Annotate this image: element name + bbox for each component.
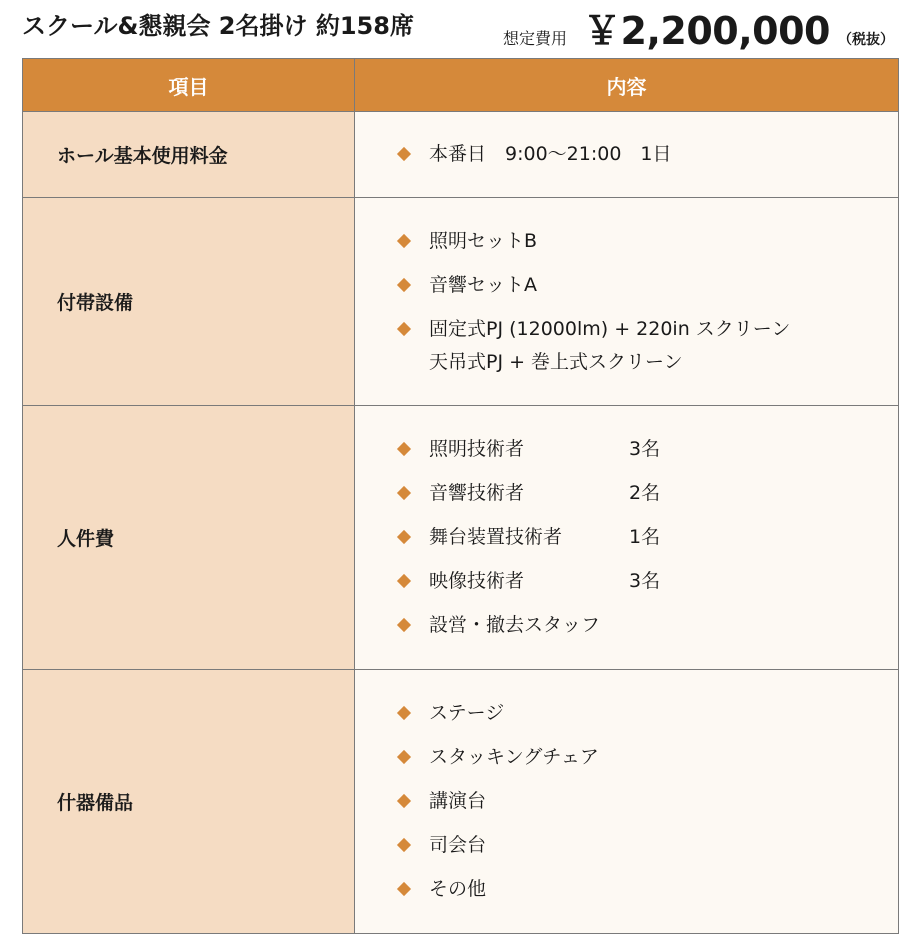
row-item-label: 人件費 <box>23 406 355 670</box>
diamond-bullet-icon <box>397 442 411 456</box>
list-item: スタッキングチェア <box>397 741 897 774</box>
table-row <box>23 406 899 670</box>
list-item: 音響セットA <box>397 269 897 302</box>
diamond-bullet-icon <box>397 147 411 161</box>
list-item: 設営・撤去スタッフ <box>397 609 897 642</box>
plan-details-table <box>22 58 899 934</box>
diamond-bullet-icon <box>397 574 411 588</box>
tax-note: （税抜） <box>838 32 894 48</box>
diamond-bullet-icon <box>397 486 411 500</box>
table-row <box>23 112 899 198</box>
diamond-bullet-icon <box>397 277 411 291</box>
plan-title: スクール&懇親会 2名掛け 約158席 <box>22 12 414 40</box>
cost-label: 想定費用 <box>503 29 568 48</box>
row-content <box>355 198 899 406</box>
row-content <box>355 112 899 198</box>
list-item: 舞台装置技術者 1名 <box>397 521 897 554</box>
row-content <box>355 406 899 670</box>
list-item: 司会台 <box>397 829 897 862</box>
row-item-label: ホール基本使用料金 <box>23 112 355 198</box>
table-header-row <box>23 59 899 112</box>
row-item-label: 付帯設備 <box>23 198 355 406</box>
list-item: 本番日 9:00〜21:00 1日 <box>397 138 897 171</box>
list-item: 固定式PJ (12000lm) + 220in スクリーン 天吊式PJ + 巻上式スクリーン <box>397 313 897 379</box>
diamond-bullet-icon <box>397 706 411 720</box>
table-row <box>23 670 899 934</box>
diamond-bullet-icon <box>397 530 411 544</box>
column-header-item: 項目 <box>23 59 355 112</box>
diamond-bullet-icon <box>397 321 411 335</box>
page-header <box>0 0 920 56</box>
list-item: 照明技術者 3名 <box>397 433 897 466</box>
list-item: 音響技術者 2名 <box>397 477 897 510</box>
table-row <box>23 198 899 406</box>
row-content <box>355 670 899 934</box>
row-item-label: 什器備品 <box>23 670 355 934</box>
diamond-bullet-icon <box>397 750 411 764</box>
diamond-bullet-icon <box>397 618 411 632</box>
list-item: その他 <box>397 873 897 906</box>
diamond-bullet-icon <box>397 233 411 247</box>
diamond-bullet-icon <box>397 838 411 852</box>
column-header-content: 内容 <box>355 59 899 112</box>
estimated-cost <box>503 0 894 55</box>
list-item: 映像技術者 3名 <box>397 565 897 598</box>
diamond-bullet-icon <box>397 882 411 896</box>
diamond-bullet-icon <box>397 794 411 808</box>
list-item: 照明セットB <box>397 225 897 258</box>
cost-amount: ￥2,200,000 <box>583 9 830 53</box>
list-item: 講演台 <box>397 785 897 818</box>
list-item: ステージ <box>397 697 897 730</box>
